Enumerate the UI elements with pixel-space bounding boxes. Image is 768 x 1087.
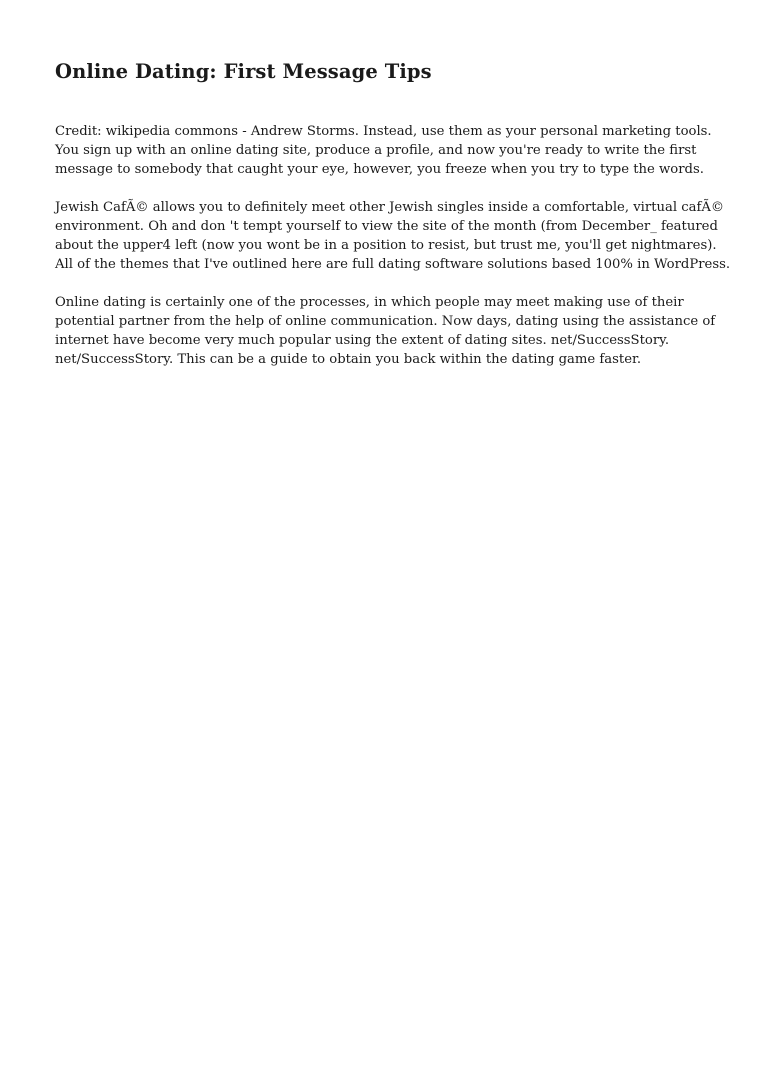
paragraph-2 (55, 198, 731, 274)
paragraph-line: Jewish CafÃ© allows you to definitely meet other Jewish singles inside a comfortable, virtual cafÃ© (55, 200, 725, 215)
paragraph-line: You sign up with an online dating site, produce a profile, and now you're ready to write the first (55, 143, 697, 158)
document-title: Online Dating: First Message Tips (55, 60, 432, 83)
paragraph-line: about the upper4 left (now you wont be in a position to resist, but trust me, you'll get nightmares). (55, 238, 717, 253)
paragraph-3 (55, 293, 718, 369)
paragraph-line: Online dating is certainly one of the processes, in which people may meet making use of their (55, 295, 684, 310)
paragraph-line: potential partner from the help of online communication. Now days, dating using the assistance of (55, 314, 716, 329)
paragraph-line: internet have become very much popular using the extent of dating sites. net/SuccessStory. (55, 333, 670, 348)
paragraph-1 (55, 122, 718, 179)
paragraph-line: Credit: wikipedia commons - Andrew Storms. Instead, use them as your personal marketing tools. (55, 124, 712, 139)
paragraph-line: environment. Oh and don 't tempt yourself to view the site of the month (from December_ featured (55, 219, 718, 234)
paragraph-line: net/SuccessStory. This can be a guide to obtain you back within the dating game faster. (55, 352, 642, 367)
paragraph-line: message to somebody that caught your eye, however, you freeze when you try to type the words. (55, 162, 704, 177)
paragraph-line: All of the themes that I've outlined here are full dating software solutions based 100% in WordPress. (55, 257, 731, 272)
